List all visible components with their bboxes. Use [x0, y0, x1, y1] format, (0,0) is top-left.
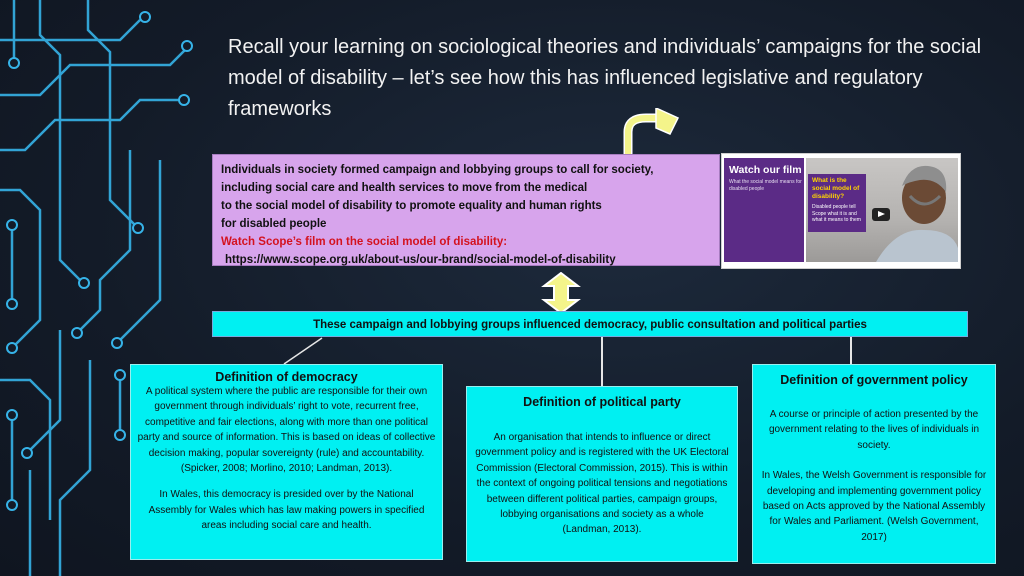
- connector-line: [601, 337, 603, 387]
- curved-arrow-icon: [616, 108, 684, 156]
- film-title-pane: [724, 158, 804, 262]
- democracy-text: A political system where the public are responsible for their own government through individuals’ right to vote, recurrent free, competitive and fair elections, along with more than one political party and source of information. This is based on ideas of collective decision making, popular sovereignty (rule) and accountability. (Spicker, 2008; Morlino, 2010; Landman, 2013).: [137, 386, 436, 475]
- democracy-wales-text: In Wales, this democracy is presided over by the National Assembly for Wales which has law making powers in specified areas including social care and health.: [148, 489, 425, 532]
- scope-url-link[interactable]: https://www.scope.org.uk/about-us/our-brand/social-model-of-disability: [225, 254, 616, 266]
- campaign-line: to the social model of disability to promote equality and human rights: [221, 200, 602, 212]
- political-party-definition-box: [466, 386, 738, 562]
- connector-line: [850, 337, 852, 364]
- campaign-line: Individuals in society formed campaign and lobbying groups to call for society,: [221, 164, 654, 176]
- government-policy-definition-box: [752, 364, 996, 564]
- film-heading: Watch our film: [729, 164, 802, 176]
- democracy-heading: Definition of democracy: [215, 370, 358, 384]
- film-card-question: What is the social model of disability?: [812, 177, 860, 200]
- play-button-icon[interactable]: [872, 208, 890, 221]
- film-photo: [806, 158, 958, 262]
- democracy-definition-box: [130, 364, 443, 560]
- political-party-text: An organisation that intends to influence or direct government policy and is registered with the UK Electoral Commission (Electoral Commission, 2015). This is within the context of ongoing political tensions and negotiations between different political parties, campaign groups, lobbying organisations and society as a whole (Landman, 2013).: [475, 432, 729, 536]
- film-card: [808, 174, 866, 232]
- campaign-box: [212, 154, 720, 266]
- connector-line: [280, 337, 340, 367]
- film-thumbnail[interactable]: [722, 154, 960, 268]
- government-policy-wales-text: In Wales, the Welsh Government is responsible for developing and implementing government policy based on Acts approved by the National Assembly for Wales and Parliament. (Welsh Government, 2017): [761, 470, 987, 543]
- film-card-text: Disabled people tell Scope what it is and what it means to them: [812, 204, 861, 223]
- government-policy-text: A course or principle of action presented by the government relating to the lives of individuals in society.: [768, 409, 980, 451]
- film-link-label: Watch Scope’s film on the social model of disability:: [221, 236, 508, 248]
- campaign-line: including social care and health services to move from the medical: [221, 182, 588, 194]
- government-policy-heading: Definition of government policy: [780, 373, 968, 387]
- influence-banner: These campaign and lobbying groups influenced democracy, public consultation and political parties: [212, 311, 968, 337]
- political-party-heading: Definition of political party: [523, 395, 681, 409]
- page-title: Recall your learning on sociological theories and individuals’ campaigns for the social model of disability – let’s see how this has influenced legislative and regulatory frameworks: [228, 36, 982, 120]
- double-arrow-icon: [540, 272, 582, 314]
- film-subtitle: What the social model means for disabled people: [729, 179, 802, 192]
- campaign-line: for disabled people: [221, 218, 327, 230]
